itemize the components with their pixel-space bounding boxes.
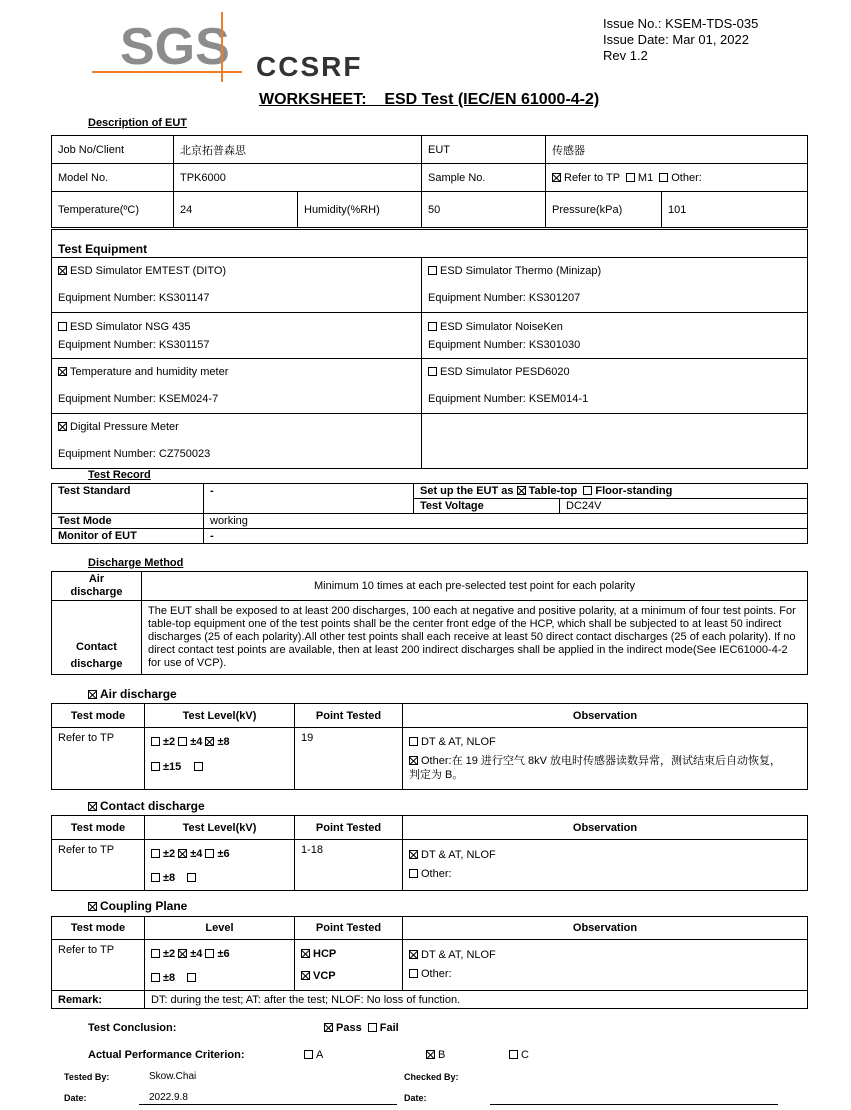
air-discharge-title [88, 687, 177, 701]
level-label: ±8 [163, 972, 176, 984]
equipment-number: Equipment Number: KS301030 [428, 338, 581, 351]
equipment-number: Equipment Number: KSEM014-1 [428, 393, 589, 405]
criterion-b-label: B [438, 1049, 446, 1061]
contact-h-obs: Observation [403, 816, 808, 840]
contact-discharge-title [88, 799, 205, 813]
coupling-levels [145, 940, 295, 991]
equipment-name: ESD Simulator Thermo (Minizap) [440, 265, 602, 277]
setup-label: Set up the EUT as [420, 485, 514, 497]
ccsrf-logo-text: CCSRF [256, 52, 363, 80]
obs-other-text: Other:在 19 进行空气 8kV 放电时传感器读数异常，测试结束后自动恢复， [421, 755, 781, 767]
contact-point: 1-18 [295, 840, 403, 891]
equipment-name: Digital Pressure Meter [70, 421, 179, 433]
mode-value: working [204, 514, 808, 529]
floor-standing-label: Floor-standing [595, 485, 673, 497]
level-checkbox[interactable] [151, 973, 160, 982]
job-label: Job No/Client [52, 136, 174, 164]
obs-checkbox[interactable] [409, 869, 418, 878]
fail-checkbox[interactable] [368, 1023, 377, 1032]
equipment-name: ESD Simulator EMTEST (DITO) [70, 265, 227, 277]
job-value: 北京拓普森思 [174, 136, 422, 164]
temperature-label: Temperature(ºC) [52, 192, 174, 228]
coupling-points [295, 940, 403, 991]
air-h-point: Point Tested [295, 704, 403, 728]
equipment-item [422, 359, 808, 414]
equipment-checkbox[interactable] [428, 367, 437, 376]
air-observation [403, 728, 808, 790]
air-point: 19 [295, 728, 403, 790]
obs-checkbox[interactable] [409, 737, 418, 746]
criterion-b [426, 1049, 445, 1061]
sample-m1-label: M1 [637, 171, 654, 184]
date-label: Date: [64, 1093, 87, 1103]
sample-refer-checkbox[interactable] [552, 173, 561, 182]
coupling-h-level: Level [145, 917, 295, 940]
ccsrf-logo [256, 52, 402, 80]
obs-checkbox[interactable] [409, 969, 418, 978]
equipment-item [52, 313, 422, 359]
air-h-level: Test Level(kV) [145, 704, 295, 728]
obs-checkbox[interactable] [409, 756, 418, 765]
level-label: ±8 [163, 872, 176, 884]
equipment-checkbox[interactable] [58, 422, 67, 431]
level-label: ±2 [163, 736, 176, 748]
criterion-a-checkbox[interactable] [304, 1050, 313, 1059]
model-value: TPK6000 [174, 164, 422, 192]
hcp-checkbox[interactable] [301, 949, 310, 958]
equipment-name: ESD Simulator NoiseKen [440, 320, 563, 333]
obs-other-text-line2: 判定为 B。 [409, 769, 464, 781]
eut-table [51, 135, 808, 228]
remark-text: DT: during the test; AT: after the test; NLOF: No loss of function. [145, 991, 808, 1009]
criterion-c [509, 1049, 529, 1061]
obs-label: Other: [421, 868, 452, 880]
level-checkbox[interactable] [187, 973, 196, 982]
floor-standing-checkbox[interactable] [583, 486, 592, 495]
equipment-checkbox[interactable] [58, 322, 67, 331]
coupling-h-point: Point Tested [295, 917, 403, 940]
contact-levels [145, 840, 295, 891]
sample-other-label: Other: [671, 171, 702, 184]
level-checkbox[interactable] [205, 949, 214, 958]
obs-label: DT & AT, NLOF [421, 949, 496, 961]
level-checkbox[interactable] [178, 849, 187, 858]
conclusion-options [324, 1022, 399, 1034]
obs-label: Other: [421, 968, 452, 980]
equipment-checkbox[interactable] [428, 266, 437, 275]
contact-table [51, 815, 808, 891]
remark-label: Remark: [52, 991, 145, 1009]
air-method-label [52, 572, 142, 601]
air-h-mode: Test mode [52, 704, 145, 728]
air-method-label-line2: discharge [70, 586, 123, 598]
sample-label: Sample No. [422, 164, 546, 192]
monitor-label: Monitor of EUT [52, 529, 204, 544]
pressure-value: 101 [662, 192, 808, 228]
sample-other-checkbox[interactable] [659, 173, 668, 182]
criterion-label: Actual Performance Criterion: [88, 1049, 245, 1061]
tabletop-checkbox[interactable] [517, 486, 526, 495]
eut-label: EUT [422, 136, 546, 164]
criterion-c-label: C [521, 1049, 529, 1061]
tabletop-label: Table-top [528, 485, 578, 497]
equipment-item [52, 414, 422, 469]
coupling-h-mode: Test mode [52, 917, 145, 940]
date-value: 2022.9.8 [149, 1092, 188, 1103]
standard-label: Test Standard [52, 484, 204, 514]
level-checkbox[interactable] [194, 762, 203, 771]
setup-cell [414, 484, 808, 499]
coupling-observation [403, 940, 808, 991]
sample-refer-label: Refer to TP [564, 171, 620, 184]
issue-no: Issue No.: KSEM-TDS-035 [603, 16, 759, 31]
level-checkbox[interactable] [151, 873, 160, 882]
equipment-item [52, 258, 422, 313]
level-label: ±15 [163, 761, 182, 773]
obs-checkbox[interactable] [409, 850, 418, 859]
fail-label: Fail [379, 1022, 399, 1034]
level-label: ±4 [190, 848, 203, 860]
voltage-value: DC24V [560, 499, 808, 514]
sgs-logo [92, 12, 242, 82]
contact-method-label-line2: discharge [70, 658, 123, 670]
level-checkbox[interactable] [205, 737, 214, 746]
level-label: ±6 [217, 848, 230, 860]
contact-mode: Refer to TP [52, 840, 145, 891]
air-method-label-line1: Air [88, 573, 105, 585]
equipment-name: Temperature and humidity meter [70, 366, 229, 378]
level-label: ±6 [217, 948, 230, 960]
level-checkbox[interactable] [151, 849, 160, 858]
record-section-title: Test Record [88, 469, 151, 481]
level-checkbox[interactable] [187, 873, 196, 882]
contact-method-label-line1: Contact [76, 641, 117, 653]
air-table [51, 703, 808, 790]
equipment-item [422, 313, 808, 359]
equipment-checkbox[interactable] [58, 266, 67, 275]
level-label: ±4 [190, 736, 203, 748]
coupling-table [51, 916, 808, 1009]
issue-date: Issue Date: Mar 01, 2022 [603, 32, 749, 47]
tested-by-label: Tested By: [64, 1072, 110, 1082]
hcp-label: HCP [313, 948, 337, 960]
coupling-plane-title [88, 899, 187, 913]
equipment-section-title: Test Equipment [52, 230, 808, 258]
air-mode: Refer to TP [52, 728, 145, 790]
vcp-label: VCP [313, 970, 336, 982]
revision: Rev 1.2 [603, 48, 648, 63]
contact-observation [403, 840, 808, 891]
pressure-label: Pressure(kPa) [546, 192, 662, 228]
page-title: WORKSHEET: ESD Test (IEC/EN 61000-4-2) [259, 91, 600, 108]
equipment-name: ESD Simulator PESD6020 [440, 366, 570, 378]
contact-discharge-title-text: Contact discharge [100, 799, 205, 813]
contact-method-label [52, 601, 142, 675]
model-label: Model No. [52, 164, 174, 192]
pass-label: Pass [336, 1022, 362, 1034]
criterion-a-label: A [316, 1049, 324, 1061]
obs-label: DT & AT, NLOF [421, 736, 496, 748]
air-discharge-title-text: Air discharge [100, 687, 177, 701]
discharge-section-title: Discharge Method [88, 557, 184, 569]
equipment-number: Equipment Number: KSEM024-7 [58, 393, 219, 405]
checked-by-label: Checked By: [404, 1072, 459, 1082]
level-checkbox[interactable] [151, 762, 160, 771]
contact-h-mode: Test mode [52, 816, 145, 840]
issue-block [603, 16, 758, 64]
humidity-value: 50 [422, 192, 546, 228]
obs-label: DT & AT, NLOF [421, 849, 496, 861]
voltage-label: Test Voltage [414, 499, 560, 514]
criterion-a [304, 1049, 323, 1061]
air-levels [145, 728, 295, 790]
eut-section-title: Description of EUT [88, 117, 188, 129]
conclusion-label: Test Conclusion: [88, 1022, 177, 1034]
mode-label: Test Mode [52, 514, 204, 529]
record-table [51, 483, 808, 544]
humidity-label: Humidity(%RH) [298, 192, 422, 228]
equipment-checkbox[interactable] [58, 367, 67, 376]
eut-value: 传感器 [546, 136, 808, 164]
monitor-value: - [204, 529, 808, 544]
equipment-item [422, 258, 808, 313]
temperature-value: 24 [174, 192, 298, 228]
level-checkbox[interactable] [151, 737, 160, 746]
date2-line [490, 1104, 778, 1105]
equipment-table [51, 229, 808, 469]
sgs-logo-text: SGS [120, 18, 230, 76]
level-label: ±2 [163, 948, 176, 960]
standard-value: - [204, 484, 414, 514]
equipment-item [52, 359, 422, 414]
vcp-checkbox[interactable] [301, 971, 310, 980]
air-h-obs: Observation [403, 704, 808, 728]
sample-m1-checkbox[interactable] [626, 173, 635, 182]
contact-discharge-checkbox[interactable] [88, 802, 97, 811]
level-label: ±8 [217, 736, 230, 748]
coupling-plane-checkbox[interactable] [88, 902, 97, 911]
criterion-b-checkbox[interactable] [426, 1050, 435, 1059]
pass-checkbox[interactable] [324, 1023, 333, 1032]
tested-by-value: Skow.Chai [149, 1071, 197, 1082]
criterion-c-checkbox[interactable] [509, 1050, 518, 1059]
level-checkbox[interactable] [178, 949, 187, 958]
equipment-number: Equipment Number: KS301207 [428, 292, 581, 304]
level-label: ±4 [190, 948, 203, 960]
coupling-plane-title-text: Coupling Plane [100, 899, 188, 913]
obs-checkbox[interactable] [409, 950, 418, 959]
equipment-empty-cell [422, 414, 808, 469]
air-discharge-checkbox[interactable] [88, 690, 97, 699]
date2-label: Date: [404, 1093, 427, 1103]
equipment-checkbox[interactable] [428, 322, 437, 331]
equipment-name: ESD Simulator NSG 435 [70, 320, 191, 333]
contact-method-text: The EUT shall be exposed to at least 200 discharges, 100 each at negative and positive polarity, at a minimum of four test points. For table-top equipment one of the test points shall be the center front edge of the HCP, which shall be subjected to at least 50 indirect discharges (25 of each polarity).All other test points shall each receive at least 50 direct contact discharges (25 of each polarity). If no direct contact test points are available, then at least 200 indirect discharges shall be applied in the indirect mode(See IEC61000-4-2 for use of VCP). [142, 601, 808, 675]
coupling-h-obs: Observation [403, 917, 808, 940]
level-checkbox[interactable] [178, 737, 187, 746]
discharge-table [51, 571, 808, 675]
air-method-text: Minimum 10 times at each pre-selected test point for each polarity [142, 572, 808, 601]
equipment-number: Equipment Number: CZ750023 [58, 448, 211, 460]
contact-h-point: Point Tested [295, 816, 403, 840]
sample-options [546, 164, 808, 192]
level-checkbox[interactable] [151, 949, 160, 958]
coupling-mode: Refer to TP [52, 940, 145, 991]
date-line [139, 1104, 397, 1105]
level-label: ±2 [163, 848, 176, 860]
level-checkbox[interactable] [205, 849, 214, 858]
equipment-number: Equipment Number: KS301157 [58, 338, 210, 351]
equipment-number: Equipment Number: KS301147 [58, 292, 210, 304]
contact-h-level: Test Level(kV) [145, 816, 295, 840]
